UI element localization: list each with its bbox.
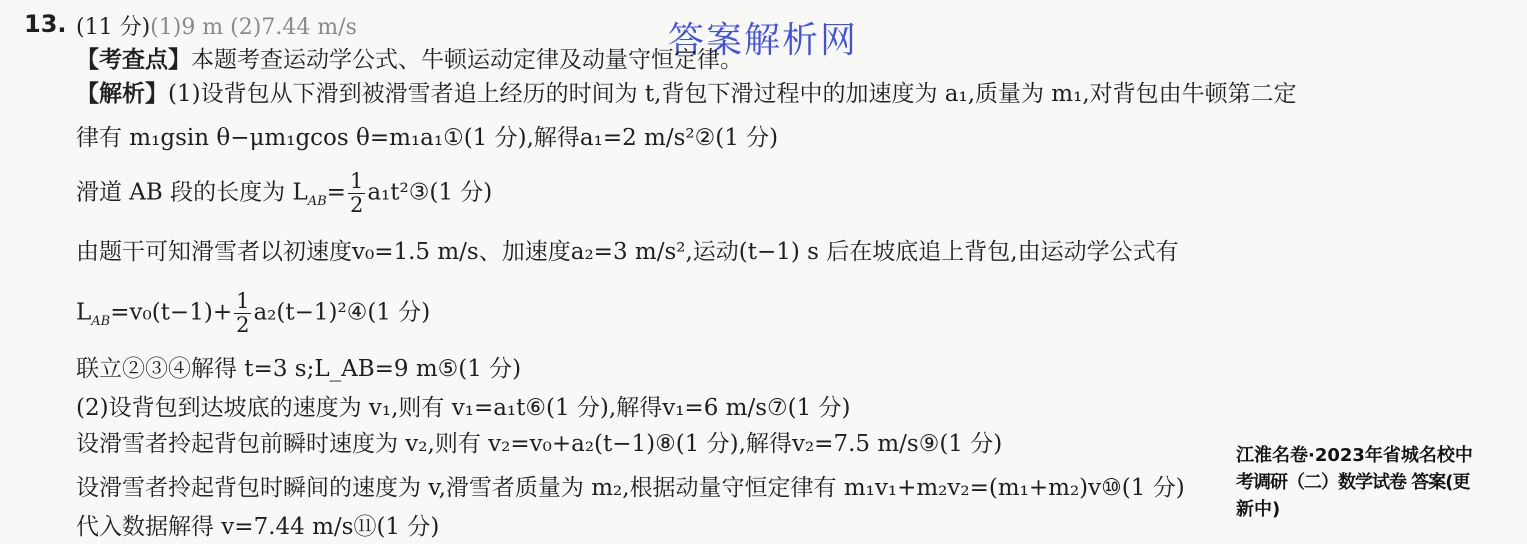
frac2-den: 2 <box>236 313 250 338</box>
fraction-half-2 <box>234 290 251 337</box>
l5-sub: AB <box>91 314 111 330</box>
kaocha-text: 本题考查运动学公式、牛顿运动定律及动量守恒定律。 <box>191 47 743 73</box>
l3-tail: a₁t²③(1 分) <box>367 179 493 206</box>
frac2-num: 1 <box>236 289 250 313</box>
frac-den: 2 <box>349 193 364 218</box>
l3-text: 滑道 AB 段的长度为 L <box>76 179 308 206</box>
analysis-line-6: 联立②③④解得 t=3 s;L_AB=9 m⑤(1 分) <box>76 356 522 382</box>
jiexi-tag: 【解析】 <box>76 81 168 107</box>
analysis-line-1 <box>76 83 1297 106</box>
analysis-line-7: (2)设背包到达坡底的速度为 v₁,则有 v₁=a₁t⑥(1 分),解得v₁=6 m/s⑦(1 分) <box>76 395 851 421</box>
analysis-line-4: 由题干可知滑雪者以初速度v₀=1.5 m/s、加速度a₂=3 m/s²,运动(t−1) s 后在坡底追上背包,由运动学公式有 <box>76 239 1179 265</box>
fraction-half <box>348 170 365 217</box>
question-number: 13. <box>24 10 67 38</box>
watermark: 答案解析网 <box>668 20 859 61</box>
analysis-line-5 <box>76 290 430 337</box>
side-note-line-1: 江淮名卷·2023年省城名校中 <box>1236 445 1473 466</box>
answer-brief: (1)9 m (2)7.44 m/s <box>150 15 357 40</box>
side-note-line-3: 新中) <box>1236 499 1281 520</box>
question-header <box>76 10 357 41</box>
analysis-text-1: (1)设背包从下滑到被滑雪者追上经历的时间为 t,背包下滑过程中的加速度为 a₁,质量为 m₁,对背包由牛顿第二定 <box>168 81 1297 107</box>
kaocha-line <box>76 49 743 72</box>
analysis-line-10: 代入数据解得 v=7.44 m/s⑪(1 分) <box>76 514 440 540</box>
l3-sub: AB <box>307 194 327 210</box>
analysis-line-2: 律有 m₁gsin θ−μm₁gcos θ=m₁a₁①(1 分),解得a₁=2 m/s²②(1 分) <box>76 125 779 151</box>
question-score: (11 分) <box>76 15 151 40</box>
analysis-line-9: 设滑雪者拎起背包时瞬间的速度为 v,滑雪者质量为 m₂,根据动量守恒定律有 m₁v₁+m₂v₂=(m₁+m₂)v⑩(1 分) <box>76 475 1185 501</box>
side-note-line-2: 考调研（二）数学试卷 答案(更 <box>1236 472 1470 493</box>
analysis-line-3 <box>76 170 492 217</box>
l5-text: L <box>76 299 92 326</box>
frac-num: 1 <box>349 169 364 193</box>
analysis-line-8: 设滑雪者拎起背包前瞬时速度为 v₂,则有 v₂=v₀+a₂(t−1)⑧(1 分),解得v₂=7.5 m/s⑨(1 分) <box>76 431 1003 457</box>
l3-eq: = <box>326 179 346 206</box>
side-note <box>1236 442 1521 523</box>
kaocha-tag: 【考查点】 <box>76 47 191 73</box>
l5-tail: a₂(t−1)²④(1 分) <box>253 299 431 326</box>
l5-eq: =v₀(t−1)+ <box>110 299 233 326</box>
